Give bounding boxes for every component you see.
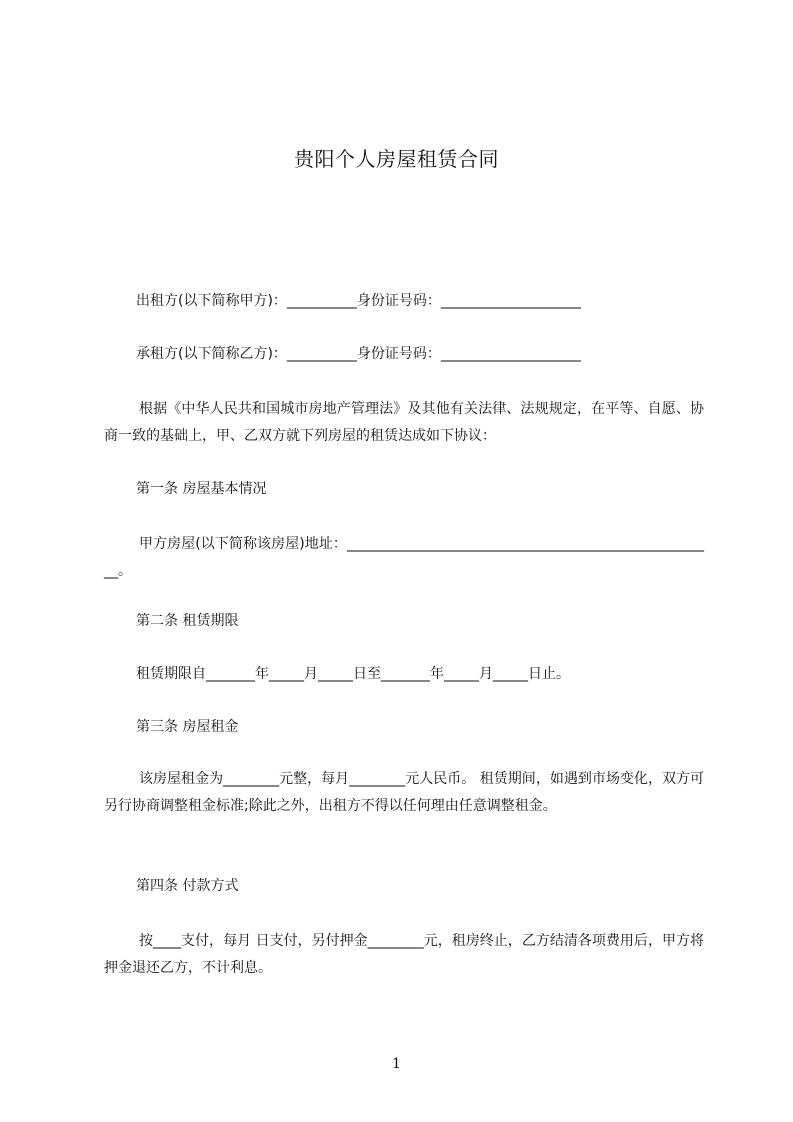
page-number: 1 [392,1056,401,1072]
article-4-heading: 第四条 付款方式 [136,878,239,894]
article-4-body: 按____支付，每月 日支付，另付押金________元，租房终止，乙方结清各项费用后，甲方将押金退还乙方，不计利息。 [104,933,704,976]
lessor-line: 出租方(以下简称甲方)：__________身份证号码：____________________ [136,293,581,309]
article-3-heading: 第三条 房屋租金 [136,719,239,735]
article-1-body: 甲方房屋(以下简称该房屋)地址：_____________________________________________________。 [104,536,704,579]
lessee-line: 承租方(以下简称乙方)：__________身份证号码：____________________ [136,346,581,362]
article-1-heading: 第一条 房屋基本情况 [136,481,267,497]
article-2-body: 租赁期限自_______年_____月_____日至_______年_____月_____日止。 [136,666,570,682]
article-2-heading: 第二条 租赁期限 [136,613,239,629]
article-3-body: 该房屋租金为________元整，每月________元人民币。 租赁期间，如遇到市场变化，双方可另行协商调整租金标准;除此之外，出租方不得以任何理由任意调整租金。 [104,771,704,814]
preamble-paragraph: 根据《中华人民共和国城市房地产管理法》及其他有关法律、法规规定，在平等、自愿、协商一致的基础上，甲、乙双方就下列房屋的租赁达成如下协议： [104,401,704,444]
page-title: 贵阳个人房屋租赁合同 [294,147,499,171]
